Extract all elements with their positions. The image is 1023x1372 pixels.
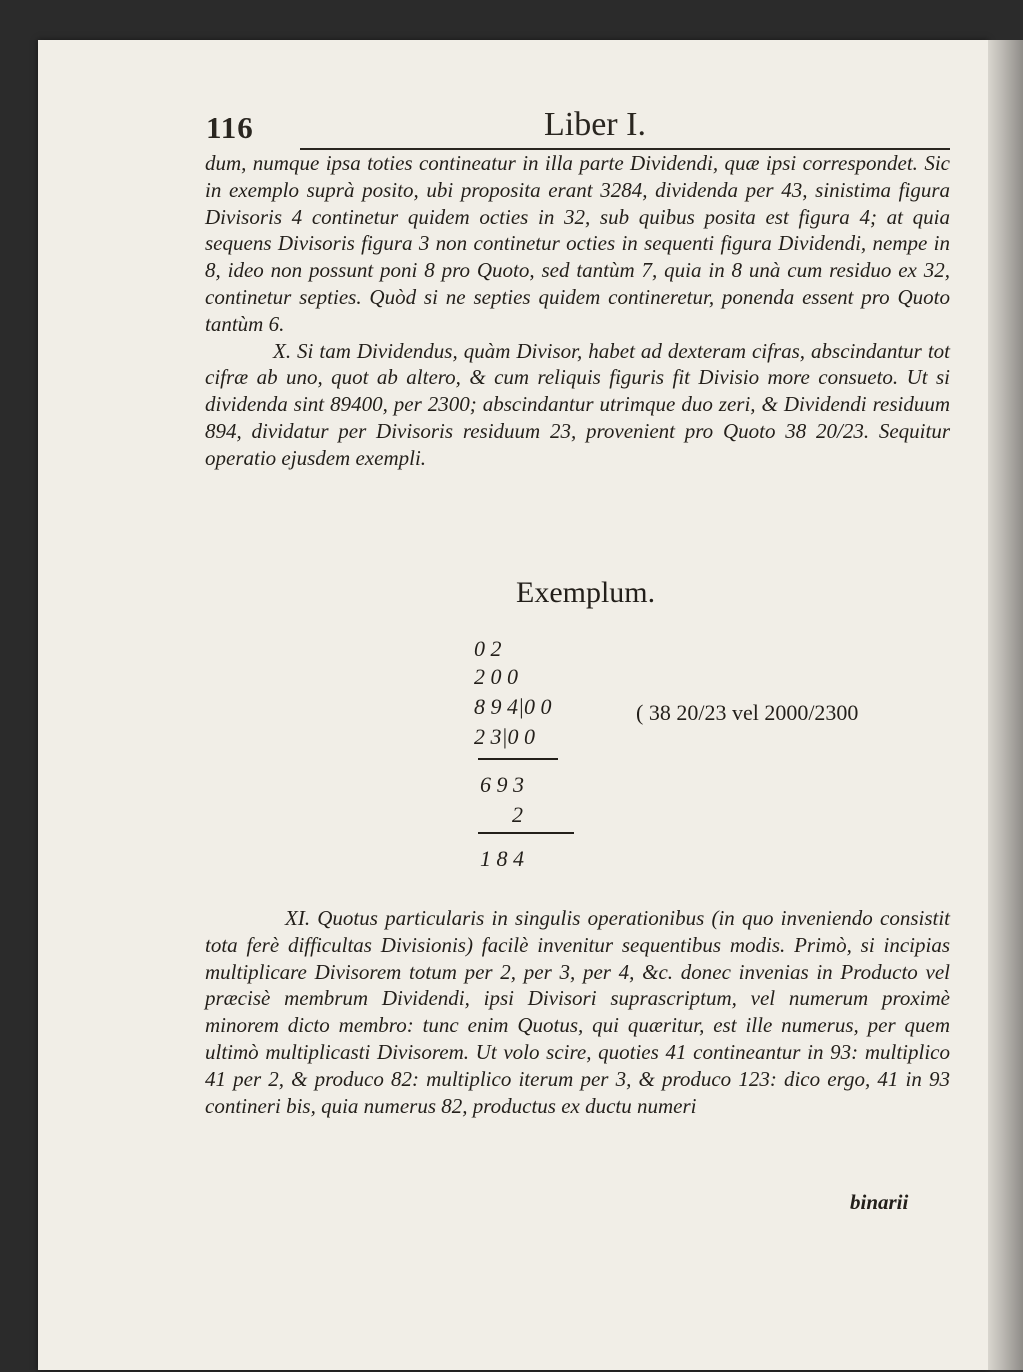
text-block-top <box>205 150 950 472</box>
paragraph: XI. Quotus particularis in singulis operationibus (in quo inveniendo consistit tota ferè difficultas Divisionis) facilè invenitur sequentibus modis. Primò, si incipias multiplicare Divisorem totum per 2, per 3, per 4, &c. donec invenias in Producto vel præcisè membrum Dividendi, ipsi Divisori suprascriptum, vel numerum proximè minorem dicto membro: tunc enim Quotus, qui quæritur, est ille numerus, per quem ultimò multiplicasti Divisorem. Ut volo scire, quoties 41 contineantur in 93: multiplico 41 per 2, & produco 82: multiplico iterum per 3, & produco 123: dico ergo, 41 in 93 contineri bis, quia numerus 82, productus ex ductu numeri <box>205 906 950 1118</box>
page-number: 116 <box>206 110 254 145</box>
calc-row: 6 9 3 <box>480 772 524 797</box>
quotient: ( 38 20/23 vel 2000/2300 <box>636 700 859 725</box>
calc-rule <box>478 758 558 760</box>
calc-row: 2 0 0 <box>474 664 518 689</box>
calc-row: 0 2 <box>474 636 502 661</box>
running-head: Liber I. <box>544 106 646 143</box>
catchword: binarii <box>850 1190 909 1214</box>
paragraph: dum, numque ipsa toties contineatur in illa parte Dividendi, quæ ipsi correspondet. Sic in exemplo suprà posito, ubi proposita erant 3284, dividenda per 43, sinistima figura Divisoris 4 continetur quidem octies in 32, sub quibus posita est figura 4; at quia sequens Divisoris figura 3 non continetur octies in sequenti figura Dividendi, nempe in 8, ideo non possunt poni 8 pro Quoto, sed tantùm 7, quia in 8 unà cum residuo ex 32, continetur septies. Quòd si ne septies quidem contineretur, ponenda essent pro Quoto tantùm 6. <box>205 151 950 336</box>
paragraph: X. Si tam Dividendus, quàm Divisor, habet ad dexteram cifras, abscindantur tot cifræ ab uno, quot ab altero, & cum reliquis figuris fit Divisio more consueto. Ut si dividenda sint 89400, per 2300; abscindantur utrimque duo zeri, & Dividendi residuum 894, dividatur per Divisoris residuum 23, provenient pro Quoto 38 20/23. Sequitur operatio ejusdem exempli. <box>205 338 950 470</box>
text-block-bottom <box>205 884 950 1140</box>
calc-row: 2 <box>512 802 523 827</box>
calc-row: 2 3|0 0 <box>474 724 536 749</box>
page-edge <box>988 40 1023 1370</box>
calc-rule <box>478 832 574 834</box>
calc-row: 8 9 4|0 0 <box>474 694 552 719</box>
example-title: Exemplum. <box>516 576 656 609</box>
calc-row: 1 8 4 <box>480 846 524 871</box>
